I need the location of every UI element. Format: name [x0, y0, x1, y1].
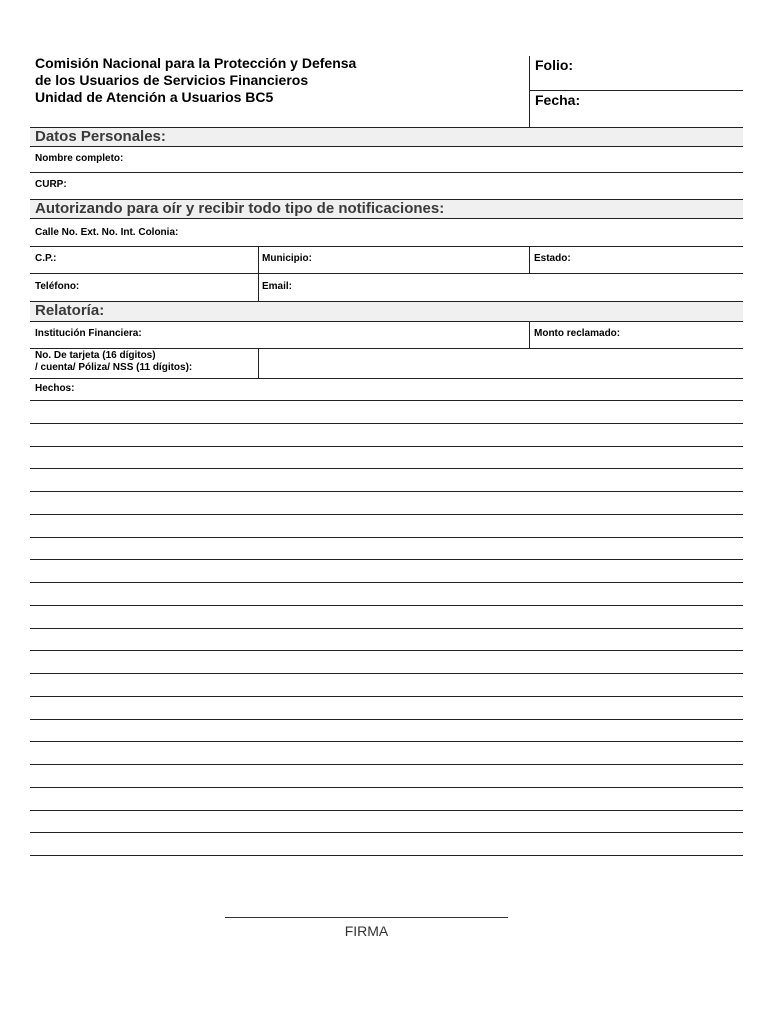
nombre-field[interactable] [30, 147, 743, 171]
folio-field[interactable] [531, 56, 743, 89]
section-datos-personales [30, 127, 743, 147]
header-title-line-1: Comisión Nacional para la Protección y Defensa [35, 55, 357, 71]
estado-field[interactable] [530, 247, 743, 272]
hechos-line [30, 400, 743, 401]
email-field[interactable] [259, 274, 743, 300]
section-autorizando [30, 199, 743, 218]
section-title-autorizando: Autorizando para oír y recibir todo tipo de notificaciones: [35, 200, 445, 217]
municipio-label: Municipio: [262, 253, 312, 264]
cp-label: C.P.: [35, 253, 57, 264]
telefono-field[interactable] [30, 274, 257, 300]
estado-label: Estado: [534, 253, 571, 264]
municipio-field[interactable] [259, 247, 528, 272]
hechos-label: Hechos: [35, 383, 75, 394]
institucion-label: Institución Financiera: [35, 328, 142, 339]
signature-label: FIRMA [344, 923, 389, 939]
cp-field[interactable] [30, 247, 257, 272]
hechos-line [30, 491, 743, 492]
nombre-label: Nombre completo: [35, 153, 124, 164]
hechos-line [30, 696, 743, 697]
hechos-line [30, 719, 743, 720]
rule [30, 199, 743, 200]
rule [30, 127, 743, 128]
tarjeta-label-line-2: / cuenta/ Póliza/ NSS (11 dígitos): [35, 362, 193, 373]
hechos-line [30, 605, 743, 606]
hechos-line [30, 673, 743, 674]
signature-line[interactable] [225, 917, 508, 918]
header-title-line-3: Unidad de Atención a Usuarios BC5 [35, 89, 274, 105]
curp-label: CURP: [35, 179, 67, 190]
curp-field[interactable] [30, 173, 743, 198]
hechos-line [30, 559, 743, 560]
institution-header [35, 55, 515, 106]
fecha-label: Fecha: [535, 92, 581, 108]
hechos-line [30, 650, 743, 651]
calle-field[interactable] [30, 219, 743, 245]
hechos-line [30, 832, 743, 833]
fecha-field[interactable] [531, 91, 743, 126]
hechos-line [30, 628, 743, 629]
telefono-label: Teléfono: [35, 281, 80, 292]
header-divider [529, 56, 530, 127]
email-label: Email: [262, 281, 293, 292]
header-title-line-2: de los Usuarios de Servicios Financieros [35, 72, 309, 88]
hechos-line [30, 537, 743, 538]
hechos-field[interactable] [30, 379, 743, 875]
hechos-line [30, 787, 743, 788]
hechos-line [30, 514, 743, 515]
hechos-line [30, 423, 743, 424]
hechos-line [30, 446, 743, 447]
institucion-field[interactable] [30, 322, 528, 347]
tarjeta-field[interactable] [259, 349, 743, 377]
hechos-line [30, 468, 743, 469]
hechos-line [30, 855, 743, 856]
hechos-line [30, 810, 743, 811]
folio-label: Folio: [535, 57, 574, 73]
section-title-datos-personales: Datos Personales: [35, 128, 166, 145]
section-title-relatoria: Relatoría: [35, 302, 105, 319]
hechos-line [30, 764, 743, 765]
rule [30, 301, 743, 302]
hechos-line [30, 582, 743, 583]
calle-label: Calle No. Ext. No. Int. Colonia: [35, 227, 179, 238]
section-relatoria [30, 301, 743, 321]
hechos-line [30, 741, 743, 742]
tarjeta-label-line-1: No. De tarjeta (16 dígitos) [35, 350, 156, 361]
monto-field[interactable] [530, 322, 743, 347]
monto-label: Monto reclamado: [534, 328, 621, 339]
